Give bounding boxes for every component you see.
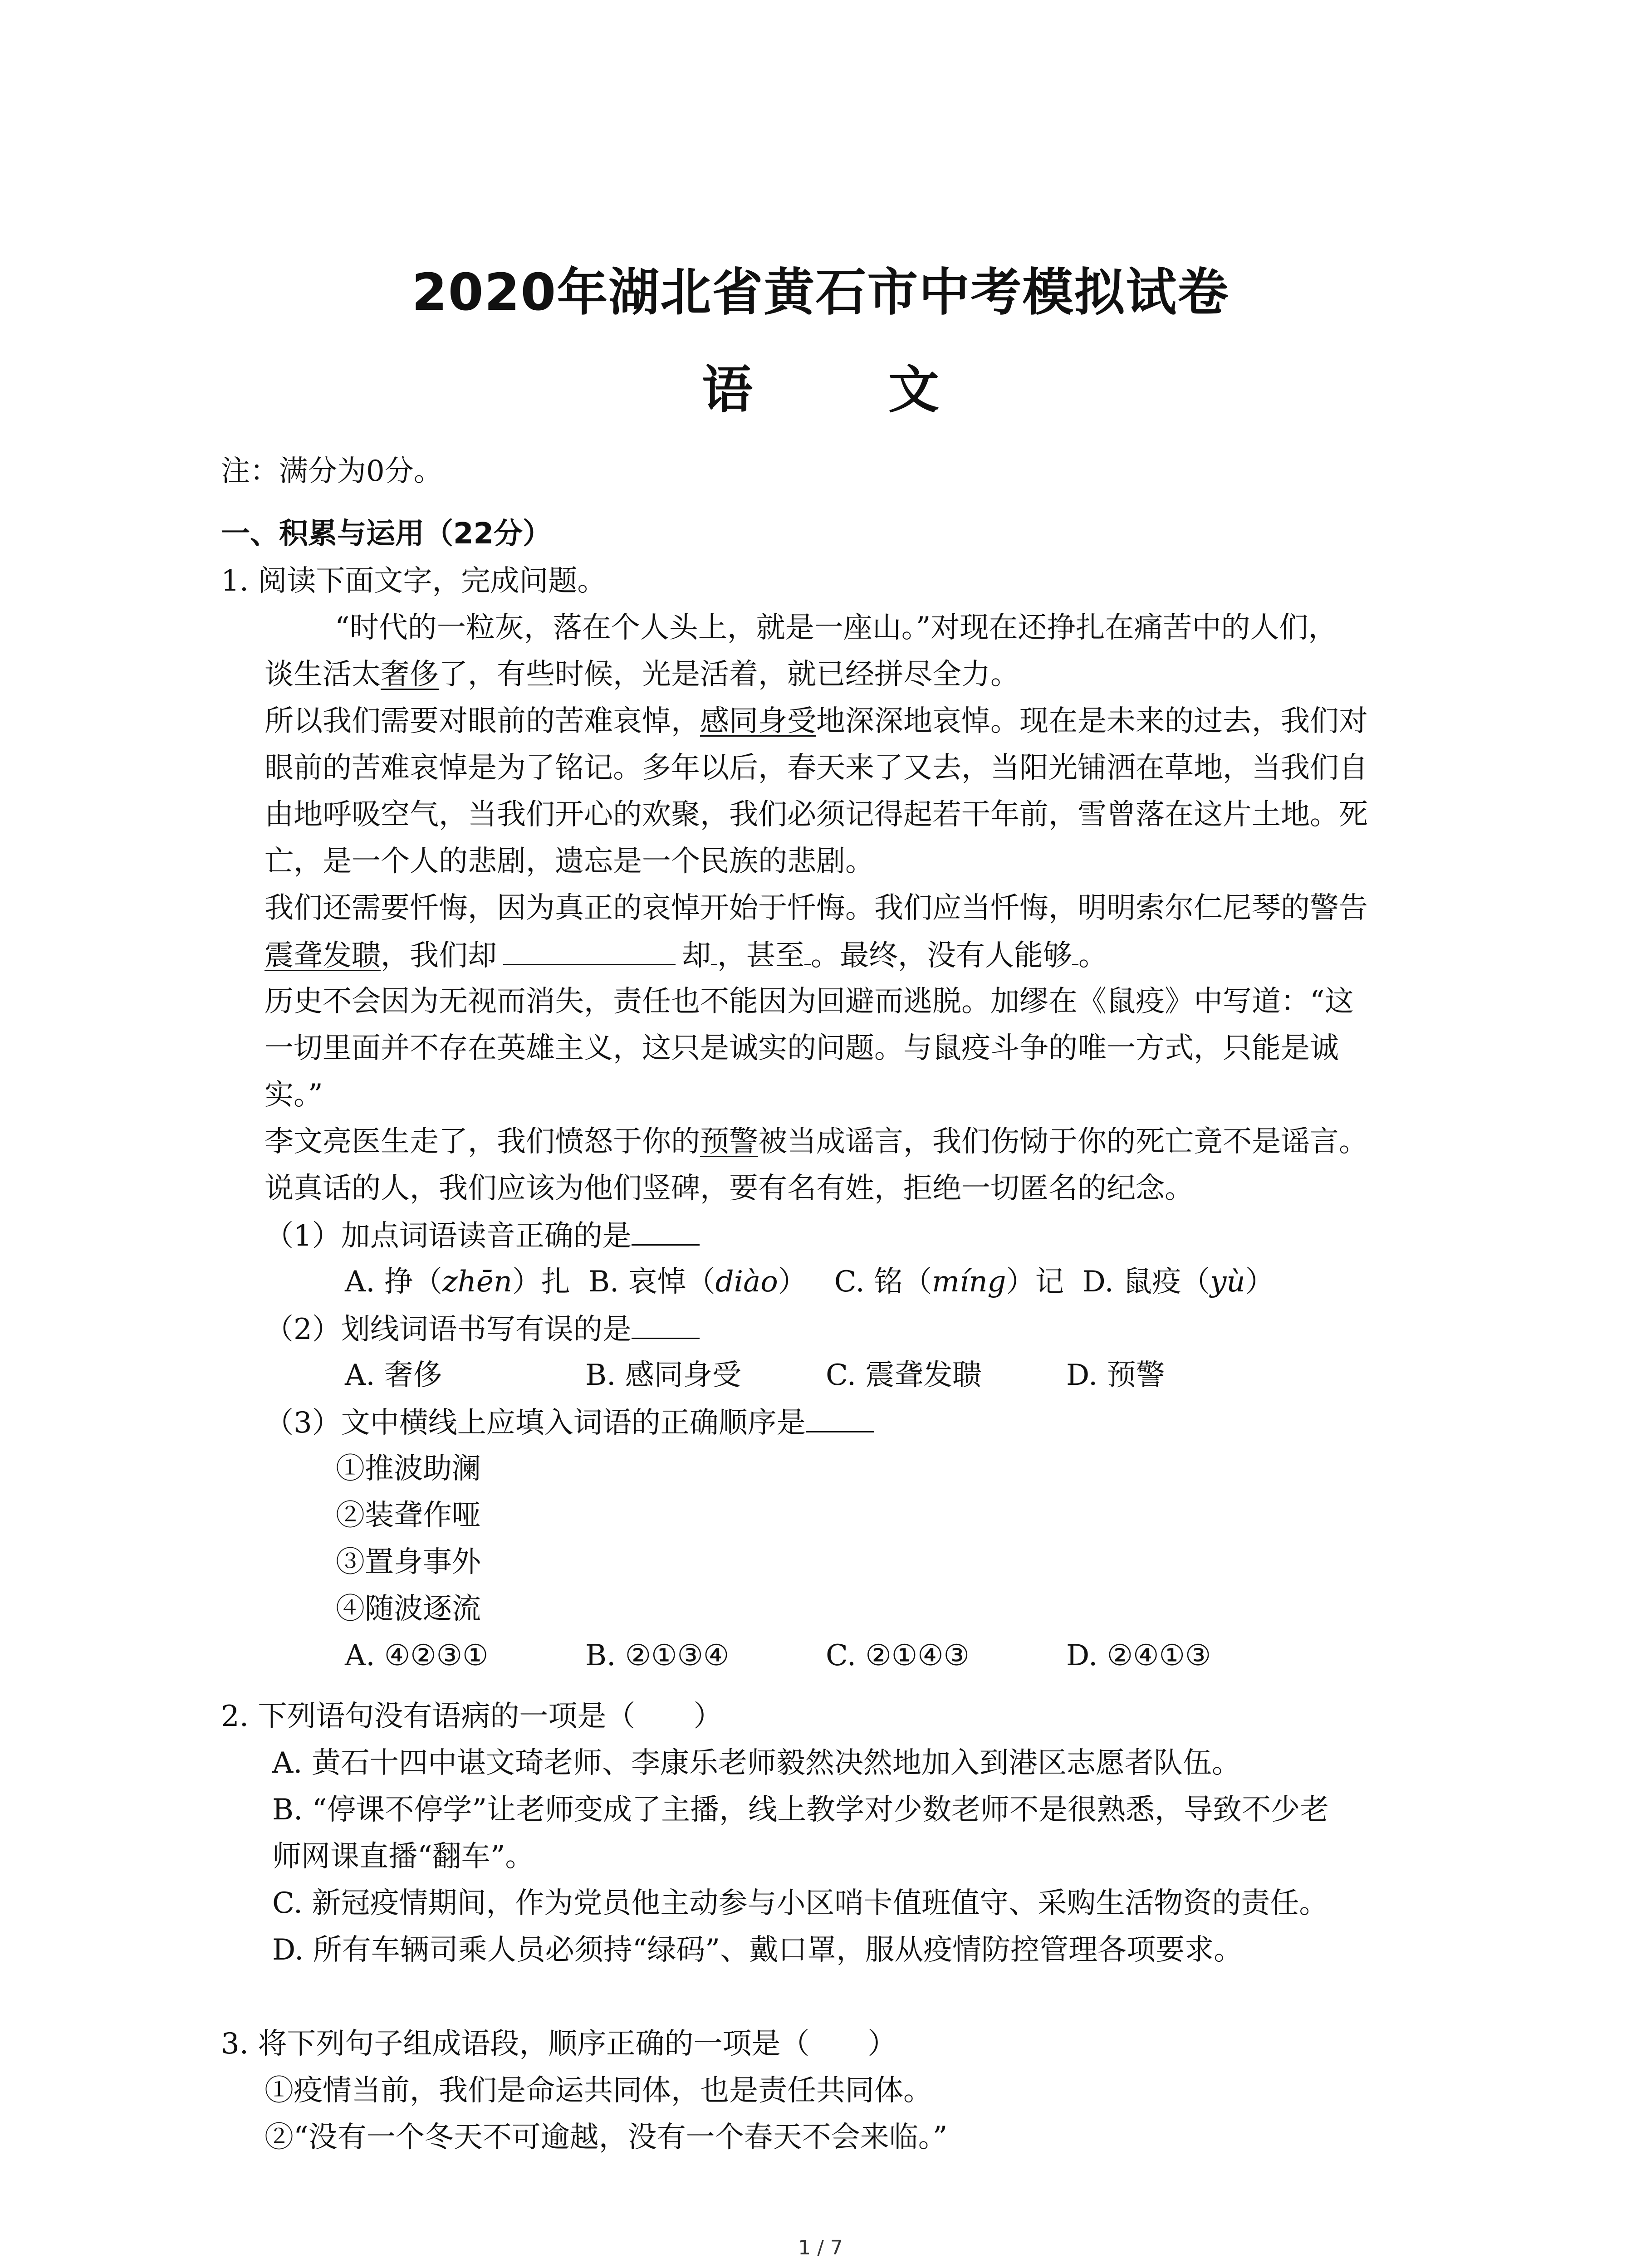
page-number: 1 / 7	[798, 2236, 843, 2259]
passage-text: 谈生活太	[265, 658, 381, 691]
fill-blank-3[interactable]	[804, 935, 811, 965]
subquestion-1-text: （1）加点词语读音正确的是	[265, 1219, 632, 1253]
option-d[interactable]: D. 所有车辆司乘人员必须持“绿码”、戴口罩，服从疫情防控管理各项要求。	[272, 1933, 1243, 1967]
option-a[interactable]: A. 奢侈	[345, 1359, 442, 1392]
option-d[interactable]: D. ②④①③	[1066, 1639, 1211, 1672]
exam-title: 2020年湖北省黄石市中考模拟试卷	[411, 263, 1230, 322]
fill-blank-1[interactable]	[503, 935, 676, 965]
passage-text: 。最终，没有人能够	[811, 939, 1072, 973]
score-note: 注：满分为0分。	[221, 455, 443, 488]
fill-blank-2[interactable]	[711, 935, 717, 965]
passage-text: 。	[1078, 939, 1107, 973]
subquestion-2-options	[345, 1355, 1165, 1395]
passage-text: 李文亮医生走了，我们愤怒于你的	[265, 1125, 700, 1158]
passage-line: “时代的一粒灰，落在个人头上，就是一座山。”对现在还挣扎在痛苦中的人们，	[335, 611, 1337, 645]
passage-text: 却	[682, 939, 711, 973]
answer-blank-sub2[interactable]	[632, 1309, 700, 1339]
question-2-stem: 2. 下列语句没有语病的一项是（ ）	[221, 1700, 723, 1733]
option-d[interactable]: D. 鼠疫（yù）	[1082, 1265, 1274, 1299]
subquestion-1	[265, 1215, 700, 1256]
option-b[interactable]: B. 感同身受	[585, 1359, 741, 1392]
subquestion-2	[265, 1309, 700, 1349]
passage-line	[265, 701, 1368, 741]
option-c[interactable]: C. 震聋发聩	[826, 1359, 982, 1392]
question-3-stem: 3. 将下列句子组成语段，顺序正确的一项是（ ）	[221, 2027, 897, 2061]
passage-line: 由地呼吸空气，当我们开心的欢聚，我们必须记得起若干年前，雪曾落在这片土地。死	[265, 798, 1368, 831]
option-c[interactable]: C. 新冠疫情期间，作为党员他主动参与小区哨卡值班值守、采购生活物资的责任。	[272, 1887, 1328, 1920]
subquestion-3-options	[345, 1636, 1211, 1676]
option-b[interactable]: B. ②①③④	[585, 1639, 730, 1672]
option-b[interactable]: B. 哀悼（diào）	[588, 1265, 807, 1299]
option-b[interactable]: B. “停课不停学”让老师变成了主播，线上教学对少数老师不是很熟悉，导致不少老	[272, 1793, 1329, 1827]
option-d[interactable]: D. 预警	[1066, 1359, 1165, 1392]
answer-blank-sub3[interactable]	[806, 1402, 874, 1432]
passage-line	[265, 1122, 1368, 1162]
option-c[interactable]: C. ②①④③	[826, 1639, 970, 1672]
passage-text: 地深深地哀悼。现在是未来的过去，我们对	[816, 704, 1368, 738]
passage-text: 所以我们需要对眼前的苦难哀悼，	[265, 704, 700, 738]
passage-text: 了，有些时候，光是活着，就已经拼尽全力。	[439, 658, 1019, 691]
passage-line	[265, 655, 1019, 694]
option-c[interactable]: C. 铭（míng）记	[834, 1265, 1064, 1299]
option-a[interactable]: A. ④②③①	[345, 1639, 489, 1672]
passage-line: 我们还需要忏悔，因为真正的哀悼开始于忏悔。我们应当忏悔，明明索尔仁尼琴的警告	[265, 891, 1368, 925]
fill-blank-4[interactable]	[1072, 935, 1078, 965]
underlined-word-gantongshenshou: 感同身受	[700, 704, 816, 738]
passage-line: 实。”	[265, 1078, 323, 1112]
subquestion-2-text: （2）划线词语书写有误的是	[265, 1313, 632, 1346]
passage-text: 被当成谣言，我们伤恸于你的死亡竟不是谣言。	[758, 1125, 1368, 1158]
phrase-item: ②装聋作哑	[336, 1499, 481, 1532]
passage-line	[265, 935, 1107, 976]
phrase-item: ③置身事外	[336, 1545, 481, 1579]
section-1-heading: 一、积累与运用（22分）	[221, 517, 552, 551]
option-a[interactable]: A. 黄石十四中谌文琦老师、李康乐老师毅然决然地加入到港区志愿者队伍。	[272, 1746, 1241, 1780]
underlined-word-zhenlongfakui: 震聋发聩	[265, 939, 381, 973]
subquestion-3-text: （3）文中横线上应填入词语的正确顺序是	[265, 1406, 806, 1440]
passage-line: 眼前的苦难哀悼是为了铭记。多年以后，春天来了又去，当阳光铺洒在草地，当我们自	[265, 751, 1368, 785]
passage-line: 亡，是一个人的悲剧，遗忘是一个民族的悲剧。	[265, 845, 874, 878]
underlined-word-shechi: 奢侈	[381, 658, 439, 691]
subquestion-1-options	[345, 1262, 1274, 1302]
phrase-item: ①推波助澜	[336, 1452, 481, 1486]
passage-text: ，甚至	[717, 939, 804, 973]
option-b-continued: 师网课直播“翻车”。	[272, 1840, 534, 1873]
passage-text: ，我们却	[381, 939, 497, 973]
phrase-item: ④随波逐流	[336, 1592, 481, 1626]
passage-line: 说真话的人，我们应该为他们竖碑，要有名有姓，拒绝一切匿名的纪念。	[265, 1172, 1194, 1205]
passage-line: 一切里面并不存在英雄主义，这只是诚实的问题。与鼠疫斗争的唯一方式，只能是诚	[265, 1031, 1339, 1065]
question-1-stem: 1. 阅读下面文字，完成问题。	[221, 564, 607, 598]
subject-title: 语 文	[702, 361, 998, 420]
sentence-item: ②“没有一个冬天不可逾越，没有一个春天不会来临。”	[265, 2121, 948, 2154]
option-a[interactable]: A. 挣（zhēn）扎	[345, 1265, 570, 1299]
subquestion-3	[265, 1402, 874, 1443]
sentence-item: ①疫情当前，我们是命运共同体，也是责任共同体。	[265, 2074, 932, 2107]
underlined-word-yujing: 预警	[700, 1125, 758, 1158]
passage-line: 历史不会因为无视而消失，责任也不能因为回避而逃脱。加缪在《鼠疫》中写道：“这	[265, 985, 1354, 1018]
answer-blank-sub1[interactable]	[632, 1215, 700, 1246]
